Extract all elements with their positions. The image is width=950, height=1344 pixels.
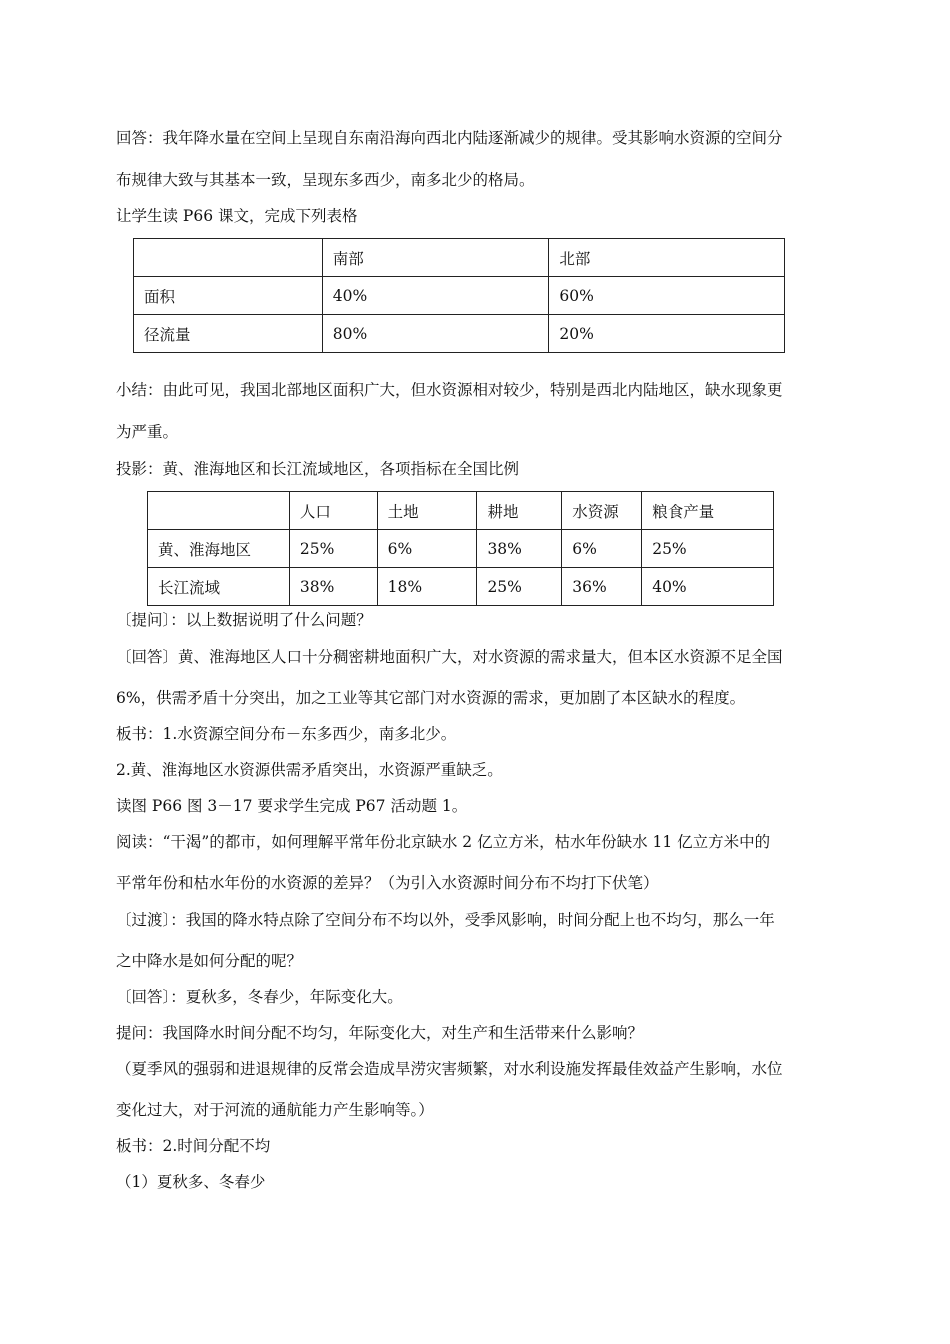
table-cell: 径流量 <box>134 315 323 353</box>
reading-line-1: 阅读：“干渴”的都市，如何理解平常年份北京缺水 2 亿立方米，枯水年份缺水 11 亿立方米中的 <box>116 833 771 851</box>
table-cell: 土地 <box>377 492 477 530</box>
table-cell: 18% <box>377 568 477 606</box>
table-cell: 黄、淮海地区 <box>148 530 290 568</box>
board-note-1: 板书：1.水资源空间分布－东多西少，南多北少。 <box>116 725 457 743</box>
table-cell: 6% <box>562 530 642 568</box>
board-note-time: 板书：2.时间分配不均 <box>116 1137 271 1155</box>
table-header-row <box>134 239 785 277</box>
table-cell: 北部 <box>549 239 785 277</box>
table-cell: 36% <box>562 568 642 606</box>
reading-task-line: 读图 P66 图 3－17 要求学生完成 P67 活动题 1。 <box>116 797 468 815</box>
table-cell: 面积 <box>134 277 323 315</box>
table-cell: 40% <box>642 568 774 606</box>
table-cell: 25% <box>477 568 562 606</box>
table-cell: 38% <box>289 568 377 606</box>
summary-line-2: 为严重。 <box>116 423 179 441</box>
table-row <box>148 568 774 606</box>
table-cell: 25% <box>289 530 377 568</box>
table-cell: 6% <box>377 530 477 568</box>
impact-question-line: 提问：我国降水时间分配不均匀，年际变化大，对生产和生活带来什么影响？ <box>116 1024 644 1042</box>
table-cell: 耕地 <box>477 492 562 530</box>
transition-line-1: 〔过渡〕：我国的降水特点除了空间分布不均以外，受季风影响，时间分配上也不均匀，那么一年 <box>116 911 775 929</box>
instruction-line: 让学生读 P66 课文，完成下列表格 <box>116 207 358 225</box>
answer-line-2: 布规律大致与其基本一致，呈现东多西少，南多北少的格局。 <box>116 171 535 189</box>
table-cell: 80% <box>322 315 549 353</box>
board-note-2: 2.黄、淮海地区水资源供需矛盾突出，水资源严重缺乏。 <box>116 761 503 779</box>
table-cell: 长江流域 <box>148 568 290 606</box>
answer-line-1: 回答：我年降水量在空间上呈现自东南沿海向西北内陆逐渐减少的规律。受其影响水资源的空间分 <box>116 129 783 147</box>
table-cell: 粮食产量 <box>642 492 774 530</box>
north-south-table <box>133 238 785 353</box>
table-cell: 南部 <box>322 239 549 277</box>
table-cell: 25% <box>642 530 774 568</box>
transition-line-2: 之中降水是如何分配的呢？ <box>116 952 303 970</box>
projection-line: 投影：黄、淮海地区和长江流域地区，各项指标在全国比例 <box>116 460 520 478</box>
impact-answer-line-2: 变化过大，对于河流的通航能力产生影响等。） <box>116 1101 434 1119</box>
table-cell: 38% <box>477 530 562 568</box>
answer-summer-autumn: 〔回答〕：夏秋多，冬春少，年际变化大。 <box>116 988 403 1006</box>
response-line-2: 6%，供需矛盾十分突出，加之工业等其它部门对水资源的需求，更加剧了本区缺水的程度。 <box>116 689 746 707</box>
region-comparison-table <box>147 491 774 606</box>
table-row <box>134 315 785 353</box>
table-cell <box>134 239 323 277</box>
table-row <box>134 277 785 315</box>
question-line: 〔提问〕：以上数据说明了什么问题？ <box>116 611 372 629</box>
board-note-time-item-1: （1）夏秋多、冬春少 <box>116 1173 266 1191</box>
table-cell: 人口 <box>289 492 377 530</box>
table-cell: 40% <box>322 277 549 315</box>
table-cell <box>148 492 290 530</box>
table-header-row <box>148 492 774 530</box>
table-cell: 20% <box>549 315 785 353</box>
impact-answer-line-1: （夏季风的强弱和进退规律的反常会造成旱涝灾害频繁，对水利设施发挥最佳效益产生影响，水位 <box>116 1060 783 1078</box>
table-row <box>148 530 774 568</box>
summary-line-1: 小结：由此可见，我国北部地区面积广大，但水资源相对较少，特别是西北内陆地区，缺水现象更 <box>116 381 783 399</box>
response-line-1: 〔回答〕黄、淮海地区人口十分稠密耕地面积广大，对水资源的需求量大，但本区水资源不足全国 <box>116 648 783 666</box>
reading-line-2: 平常年份和枯水年份的水资源的差异？（为引入水资源时间分布不均打下伏笔） <box>116 874 659 892</box>
table-cell: 60% <box>549 277 785 315</box>
table-cell: 水资源 <box>562 492 642 530</box>
